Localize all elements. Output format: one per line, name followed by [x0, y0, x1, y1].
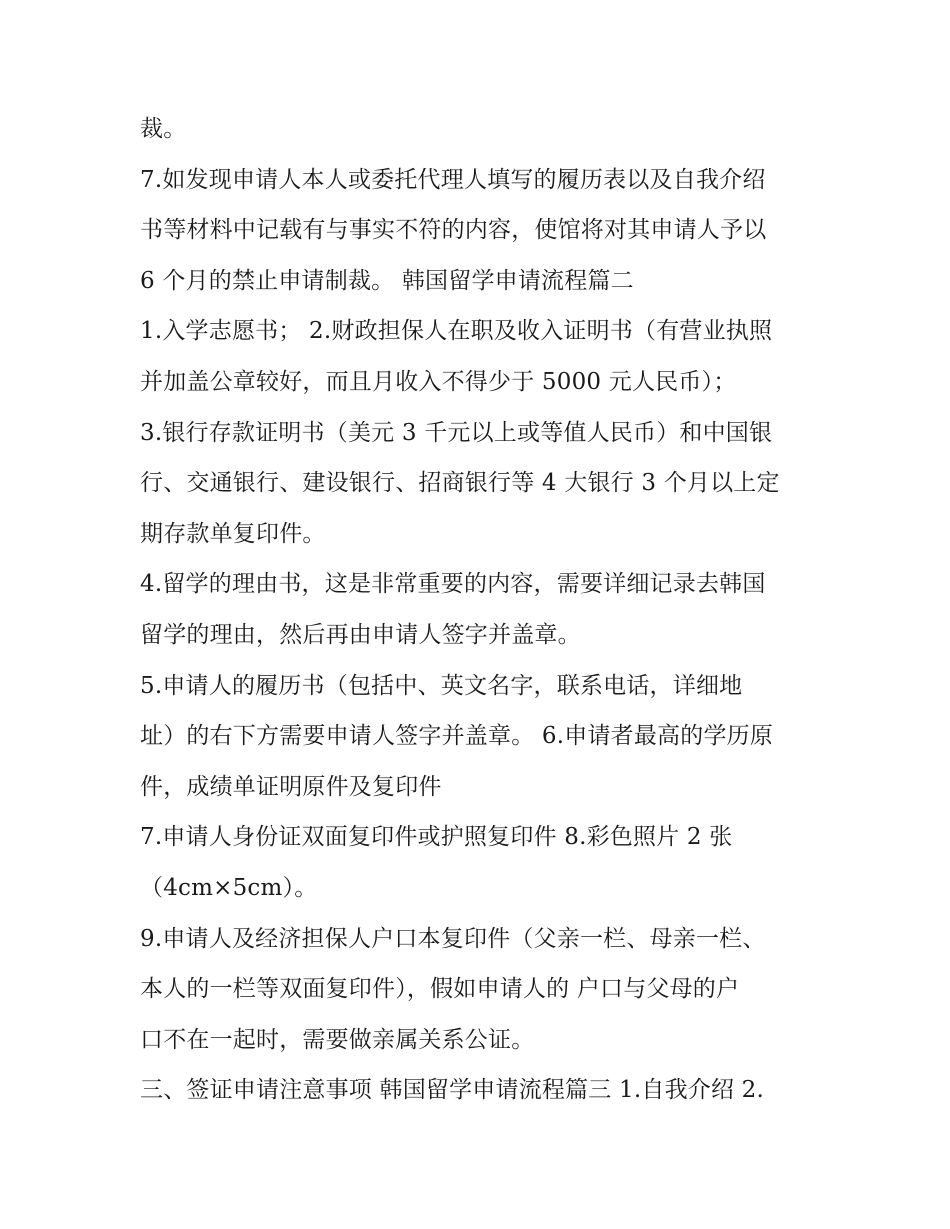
text-line: 本人的一栏等双面复印件），假如申请人的 户口与父母的户	[140, 976, 740, 1003]
text-line: 口不在一起时，需要做亲属关系公证。	[140, 1026, 535, 1053]
document-body	[140, 104, 820, 1116]
text-line: 址）的右下方需要申请人签字并盖章。 6.申请者最高的学历原	[140, 723, 774, 750]
text-line: 7.申请人身份证双面复印件或护照复印件 8.彩色照片 2 张	[140, 824, 733, 851]
text-line: （4cm×5cm）。	[140, 874, 318, 901]
text-line: 期存款单复印件。	[140, 520, 326, 547]
text-line: 件，成绩单证明原件及复印件	[140, 773, 442, 800]
text-line: 4.留学的理由书，这是非常重要的内容，需要详细记录去韩国	[140, 571, 766, 598]
text-line: 留学的理由，然后再由申请人签字并盖章。	[140, 621, 581, 648]
text-line: 并加盖公章较好，而且月收入不得少于 5000 元人民币）；	[140, 368, 737, 395]
text-line: 6 个月的禁止申请制裁。 韩国留学申请流程篇二	[140, 267, 634, 294]
text-line: 三、签证申请注意事项 韩国留学申请流程篇三 1.自我介绍 2.	[140, 1077, 765, 1104]
text-line: 行、交通银行、建设银行、招商银行等 4 大银行 3 个月以上定	[140, 470, 780, 497]
text-line: 1.入学志愿书； 2.财政担保人在职及收入证明书（有营业执照	[140, 318, 773, 345]
text-line: 9.申请人及经济担保人户口本复印件（父亲一栏、母亲一栏、	[140, 925, 766, 952]
text-line: 7.如发现申请人本人或委托代理人填写的履历表以及自我介绍	[140, 166, 766, 193]
text-line: 3.银行存款证明书（美元 3 千元以上或等值人民币）和中国银	[140, 419, 773, 446]
text-line: 裁。	[140, 116, 187, 142]
text-line: 5.申请人的履历书（包括中、英文名字，联系电话，详细地	[140, 672, 743, 699]
text-line: 书等材料中记载有与事实不符的内容，使馆将对其申请人予以	[140, 217, 767, 244]
